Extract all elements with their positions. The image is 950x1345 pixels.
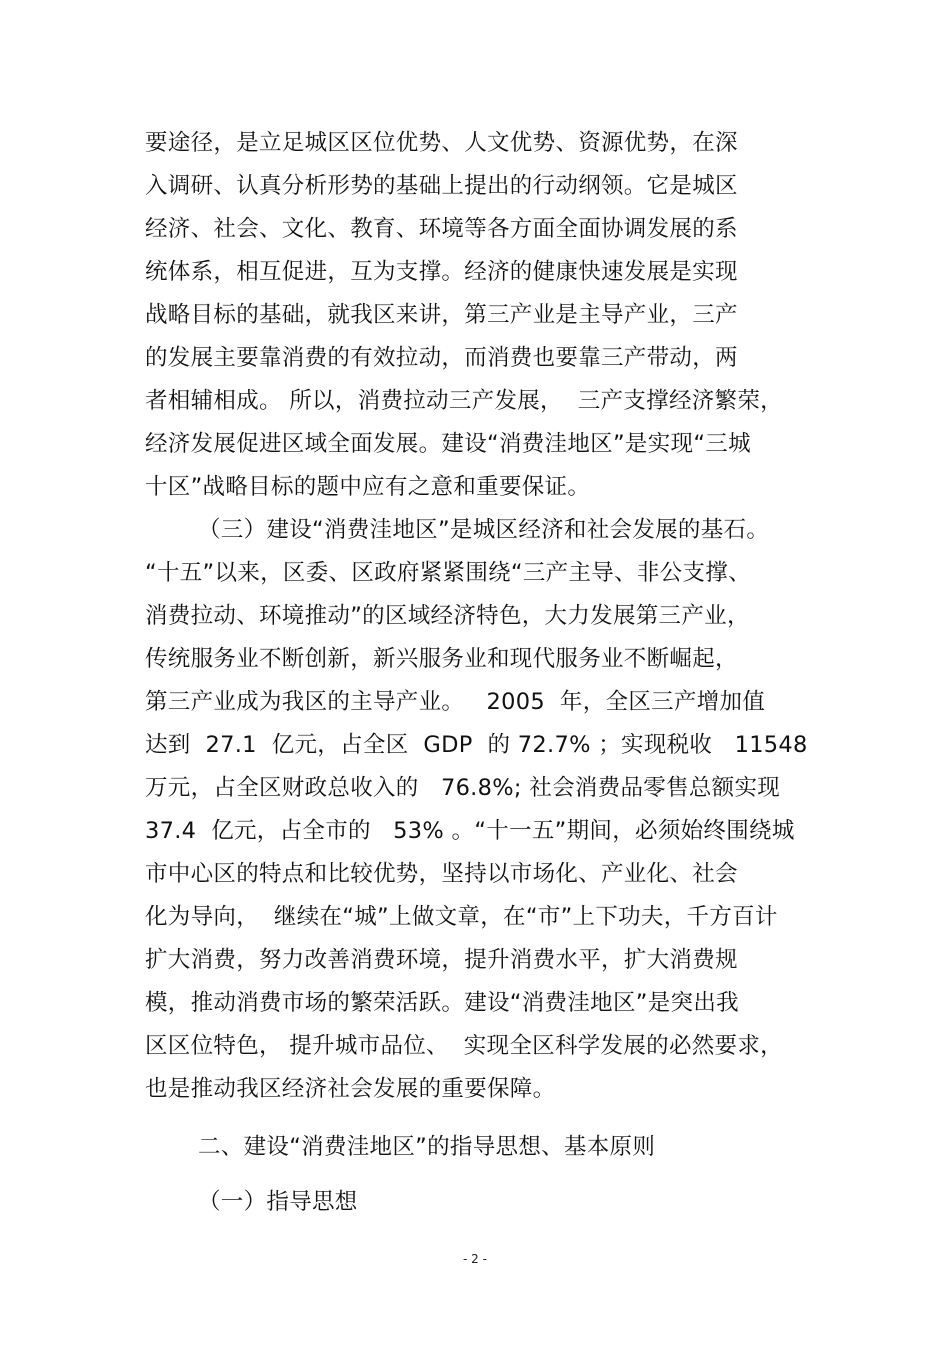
section-heading-3: （三）建设“消费洼地区”是城区经济和社会发展的基石。 xyxy=(198,517,770,543)
body-text-line: 市中心区的特点和比较优势，坚持以市场化、产业化、社会 xyxy=(145,861,738,887)
body-text-line: 区区位特色， 提升城市品位、 实现全区科学发展的必然要求， xyxy=(145,1033,783,1059)
page-number: - 2 - xyxy=(463,1252,487,1266)
body-text-line: 传统服务业不断创新，新兴服务业和现代服务业不断崛起， xyxy=(145,646,738,672)
subsection-heading: （一）指导思想 xyxy=(198,1189,358,1215)
body-text-line: 入调研、认真分析形势的基础上提出的行动纲领。它是城区 xyxy=(145,173,738,199)
body-text-line: 经济发展促进区域全面发展。建设“消费洼地区”是实现“三城 xyxy=(145,431,751,457)
body-text-line: 消费拉动、环境推动”的区域经济特色，大力发展第三产业， xyxy=(145,603,750,629)
body-text-line: 第三产业成为我区的主导产业。 2005 年，全区三产增加值 xyxy=(145,689,766,715)
body-text-line: “十五”以来，区委、区政府紧紧围绕“三产主导、非公支撑、 xyxy=(145,560,751,586)
body-text-line: 扩大消费，努力改善消费环境，提升消费水平，扩大消费规 xyxy=(145,947,738,973)
body-text-line: 经济、社会、文化、教育、环境等各方面全面协调发展的系 xyxy=(145,216,738,242)
body-text-line: 的发展主要靠消费的有效拉动，而消费也要靠三产带动，两 xyxy=(145,345,738,371)
chapter-heading: 二、建设“消费洼地区”的指导思想、基本原则 xyxy=(198,1134,656,1160)
body-text-line: 模，推动消费市场的繁荣活跃。建设“消费洼地区”是突出我 xyxy=(145,990,739,1016)
body-text-line: 统体系，相互促进，互为支撑。经济的健康快速发展是实现 xyxy=(145,259,738,285)
body-text-line: 化为导向， 继续在“城”上做文章，在“市”上下功夫，千方百计 xyxy=(145,904,778,930)
body-text-line: 战略目标的基础，就我区来讲，第三产业是主导产业，三产 xyxy=(145,302,738,328)
body-text-line: 也是推动我区经济社会发展的重要保障。 xyxy=(145,1076,556,1102)
body-text-line: 达到 27.1 亿元，占全区 GDP 的 72.7% ；实现税收 11548 xyxy=(145,732,808,758)
body-text-line: 要途径，是立足城区区位优势、人文优势、资源优势，在深 xyxy=(145,130,738,156)
body-text-line: 37.4 亿元，占全市的 53% 。“十一五”期间，必须始终围绕城 xyxy=(145,818,795,844)
body-text-line: 十区”战略目标的题中应有之意和重要保证。 xyxy=(145,474,591,500)
body-text-line: 万元，占全区财政总收入的 76.8%; 社会消费品零售总额实现 xyxy=(145,775,781,801)
body-text-line: 者相辅相成。 所以，消费拉动三产发展， 三产支撑经济繁荣， xyxy=(145,388,783,414)
